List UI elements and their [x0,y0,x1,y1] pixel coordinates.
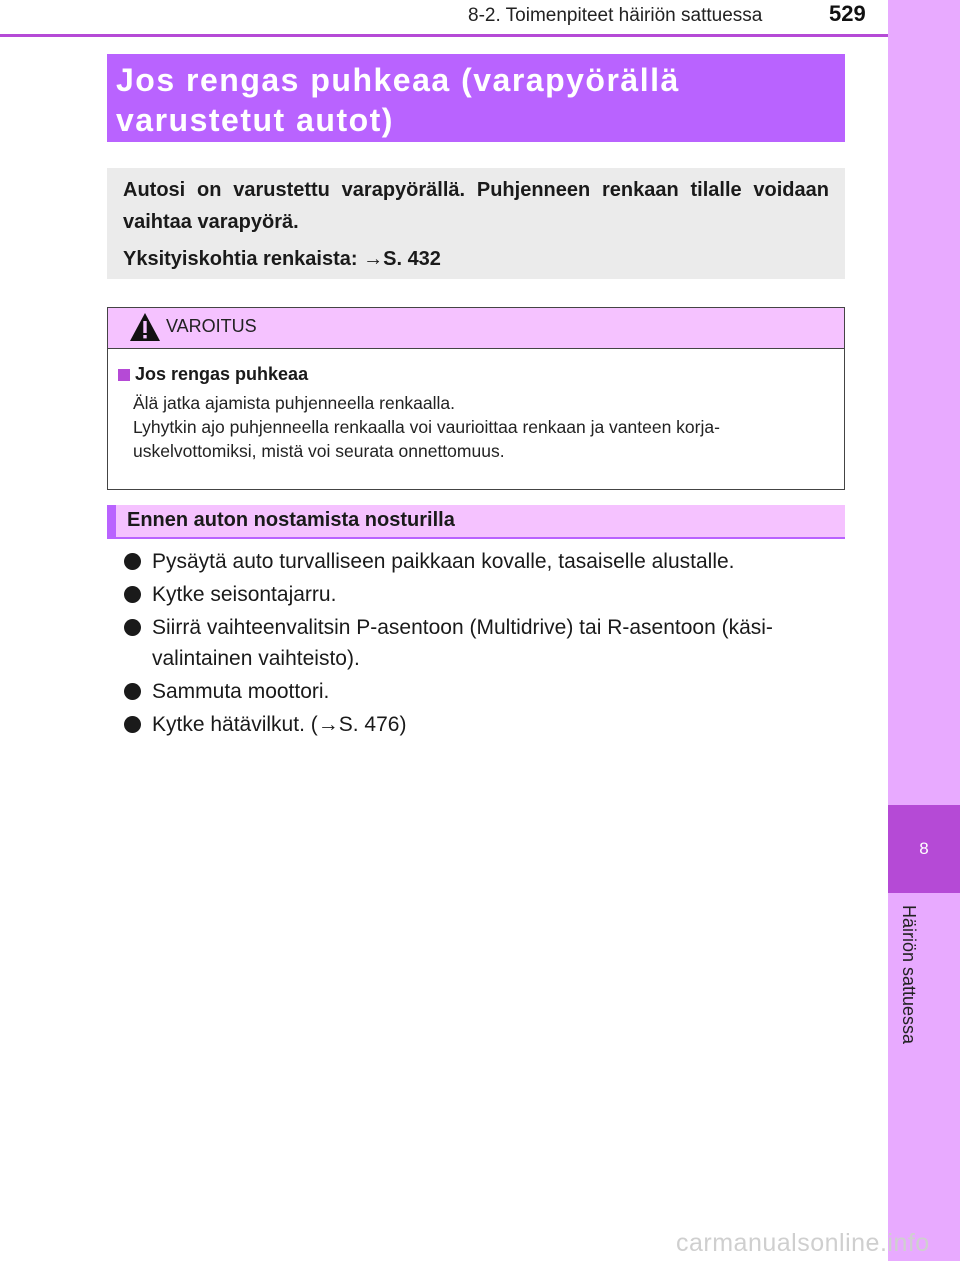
instruction-list [123,546,845,742]
page-title-line-2: varustetut autot) [116,102,394,138]
list-item [123,579,845,610]
header-rule [0,34,888,37]
warning-text [133,391,832,463]
list-item [123,546,845,577]
intro-reference [123,243,829,275]
bullet-dot-icon [124,553,141,570]
warning-box [107,307,845,490]
title-banner [107,54,845,142]
reference-page-link[interactable]: S. 432 [383,248,441,270]
warning-subheading [118,364,832,385]
bullet-dot-icon [124,586,141,603]
warning-subheading-text: Jos rengas puhkeaa [135,364,309,384]
warning-triangle-icon [129,312,161,342]
list-item [123,709,845,740]
page-title-line-1: Jos rengas puhkeaa (varapyörällä [116,62,680,98]
bullet-dot-icon [124,683,141,700]
list-item-text: Kytke seisontajarru. [152,583,337,606]
warning-line: uskelvottomiksi, mistä voi seurata onnettomuus. [133,441,505,461]
bullet-dot-icon [124,716,141,733]
watermark: carmanualsonline.info [676,1229,930,1257]
reference-label: Yksityiskohtia renkaista: [123,248,364,270]
section-heading: Ennen auton nostamista nosturilla [127,509,455,531]
warning-body [108,349,844,463]
warning-title: VAROITUS [166,316,257,336]
reference-arrow-icon: → [363,248,384,270]
list-item-text: Siirrä vaihteenvalitsin P-asentoon (Multidrive) tai R-asentoon (käsi-valintainen vaihteisto). [152,616,773,670]
intro-paragraph: Autosi on varustettu varapyörällä. Puhjenneen renkaan tilalle voidaan vaihtaa varapyörä. [123,179,829,233]
warning-header [108,308,844,349]
chapter-label: Häiriön sattuessa [899,905,919,1045]
intro-box [107,168,845,279]
list-item-text: Sammuta moottori. [152,680,330,703]
list-item [123,612,845,674]
warning-line: Lyhytkin ajo puhjenneella renkaalla voi vaurioittaa renkaan ja vanteen korja- [133,417,720,437]
square-bullet-icon [118,369,130,381]
bullet-dot-icon [124,619,141,636]
page-number: 529 [829,1,866,26]
chapter-number-tab[interactable]: 8 [888,805,960,893]
section-heading-bar [107,505,845,539]
list-item-text: Pysäytä auto turvalliseen paikkaan kovalle, tasaiselle alustalle. [152,550,735,573]
list-item-text: Kytke hätävilkut. (→S. 476) [152,713,407,736]
chapter-side-tab [888,0,960,1261]
warning-line: Älä jatka ajamista puhjenneella renkaalla. [133,393,456,413]
list-item [123,676,845,707]
section-header: 8-2. Toimenpiteet häiriön sattuessa [468,5,763,26]
